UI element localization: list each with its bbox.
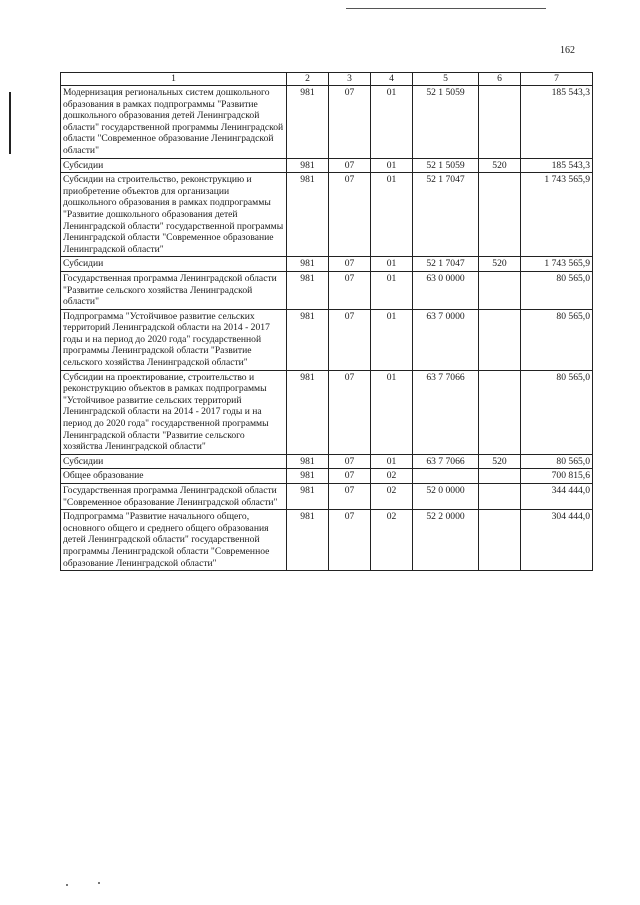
row-vr: 520 [479,454,521,469]
header-cell: 1 [61,73,287,86]
row-grbs: 981 [287,271,329,309]
table-row [61,173,593,257]
row-csr: 52 0 0000 [413,484,479,510]
table-row [61,484,593,510]
scan-artifact-margin-mark [9,92,11,154]
row-sum: 80 565,0 [521,454,593,469]
row-vr [479,86,521,159]
row-name: Модернизация региональных систем дошкольного образования в рамках подпрограммы "Развитие дошкольного образования детей Ленинградской области" государственной программы Ленинградской области "Современное образование Ленинградской области" [61,86,287,159]
table-header-row [61,73,593,86]
row-pr: 02 [371,510,413,571]
row-grbs: 981 [287,257,329,272]
row-name: Субсидии [61,454,287,469]
row-pr: 01 [371,454,413,469]
row-pr: 01 [371,158,413,173]
row-sum: 185 543,3 [521,86,593,159]
table-row [61,257,593,272]
row-grbs: 981 [287,370,329,454]
row-rz: 07 [329,454,371,469]
row-rz: 07 [329,271,371,309]
row-csr: 52 1 7047 [413,257,479,272]
row-name: Субсидии [61,158,287,173]
row-rz: 07 [329,469,371,484]
scan-artifact-line [346,8,546,9]
row-vr [479,309,521,370]
header-cell: 7 [521,73,593,86]
row-csr [413,469,479,484]
row-name: Подпрограмма "Устойчивое развитие сельских территорий Ленинградской области на 2014 - 2017 годы и на период до 2020 года" государственной программы Ленинградской области "Развитие сельского хозяйства Ленинградской области" [61,309,287,370]
row-csr: 63 7 7066 [413,454,479,469]
row-grbs: 981 [287,469,329,484]
row-csr: 52 1 5059 [413,158,479,173]
page-number: 162 [560,45,575,56]
row-grbs: 981 [287,173,329,257]
row-grbs: 981 [287,454,329,469]
row-sum: 304 444,0 [521,510,593,571]
table-row [61,469,593,484]
row-name: Подпрограмма "Развитие начального общего, основного общего и среднего общего образования детей Ленинградской области" государственной программы Ленинградской области "Современное образование Ленинградской области" [61,510,287,571]
row-grbs: 981 [287,484,329,510]
row-vr [479,173,521,257]
row-vr [479,370,521,454]
row-name: Общее образование [61,469,287,484]
row-grbs: 981 [287,158,329,173]
row-rz: 07 [329,86,371,159]
row-grbs: 981 [287,86,329,159]
row-name: Субсидии [61,257,287,272]
table-row [61,271,593,309]
row-sum: 80 565,0 [521,271,593,309]
header-cell: 5 [413,73,479,86]
row-rz: 07 [329,257,371,272]
row-pr: 01 [371,370,413,454]
row-pr: 01 [371,257,413,272]
row-vr [479,484,521,510]
header-cell: 4 [371,73,413,86]
row-csr: 52 1 5059 [413,86,479,159]
header-cell: 6 [479,73,521,86]
table-row [61,158,593,173]
row-grbs: 981 [287,510,329,571]
row-sum: 700 815,6 [521,469,593,484]
row-csr: 63 7 0000 [413,309,479,370]
row-name: Субсидии на проектирование, строительство и реконструкцию объектов в рамках подпрограммы "Устойчивое развитие сельских территорий Ленинградской области на 2014 - 2017 годы и на период до 2020 года" государственной программы Ленинградской области "Развитие сельского хозяйства Ленинградской области" [61,370,287,454]
row-rz: 07 [329,510,371,571]
row-grbs: 981 [287,309,329,370]
row-vr: 520 [479,257,521,272]
row-name: Субсидии на строительство, реконструкцию и приобретение объектов для организации дошкольного образования в рамках подпрограммы "Развитие дошкольного образования детей Ленинградской области" государственной программы Ленинградской области "Современное образование Ленинградской области" [61,173,287,257]
table-row [61,370,593,454]
row-sum: 185 543,3 [521,158,593,173]
row-pr: 02 [371,484,413,510]
table-row [61,510,593,571]
row-csr: 63 7 7066 [413,370,479,454]
scan-artifact-dot [66,884,68,886]
row-pr: 01 [371,271,413,309]
scan-artifact-dot [98,882,100,884]
row-sum: 1 743 565,9 [521,257,593,272]
row-name: Государственная программа Ленинградской области "Развитие сельского хозяйства Ленинградской области" [61,271,287,309]
row-rz: 07 [329,158,371,173]
row-csr: 52 2 0000 [413,510,479,571]
table-row [61,309,593,370]
row-pr: 01 [371,173,413,257]
table-row [61,86,593,159]
header-cell: 3 [329,73,371,86]
row-csr: 52 1 7047 [413,173,479,257]
row-pr: 01 [371,86,413,159]
row-sum: 80 565,0 [521,370,593,454]
row-vr [479,271,521,309]
row-rz: 07 [329,370,371,454]
row-sum: 80 565,0 [521,309,593,370]
row-pr: 02 [371,469,413,484]
row-rz: 07 [329,173,371,257]
row-rz: 07 [329,484,371,510]
row-name: Государственная программа Ленинградской области "Современное образование Ленинградской области" [61,484,287,510]
header-cell: 2 [287,73,329,86]
row-vr: 520 [479,158,521,173]
row-rz: 07 [329,309,371,370]
row-vr [479,510,521,571]
budget-table [60,72,593,571]
row-csr: 63 0 0000 [413,271,479,309]
row-vr [479,469,521,484]
table-row [61,454,593,469]
row-sum: 344 444,0 [521,484,593,510]
row-sum: 1 743 565,9 [521,173,593,257]
row-pr: 01 [371,309,413,370]
